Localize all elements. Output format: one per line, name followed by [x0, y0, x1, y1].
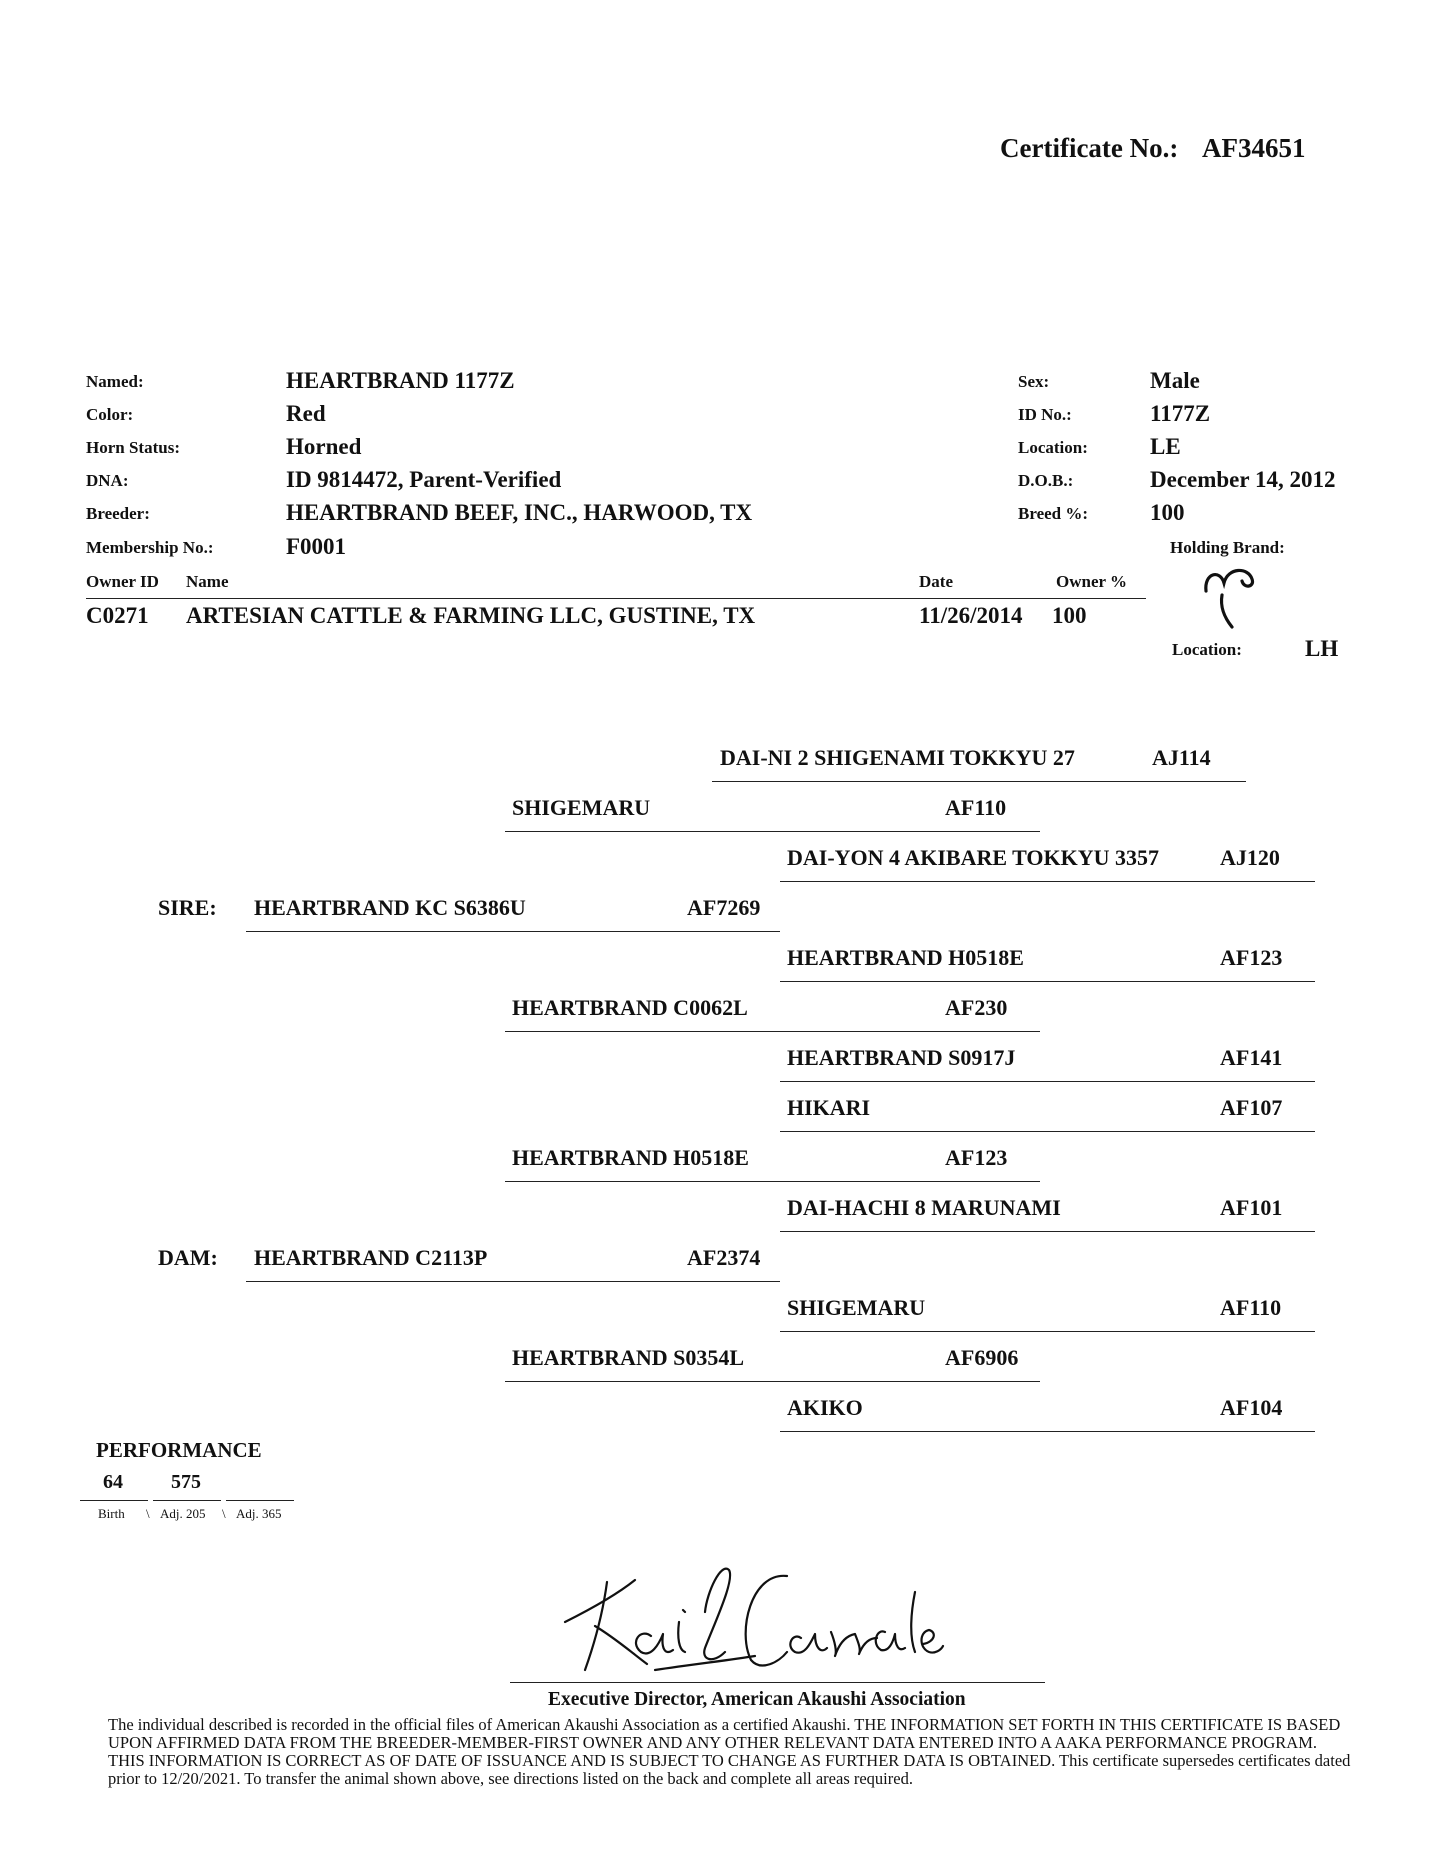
- pedigree-ss-line: [505, 831, 1040, 832]
- named-label: Named:: [86, 372, 144, 391]
- horn-status-label: Horn Status:: [86, 438, 180, 457]
- owner-pct: 100: [1052, 603, 1087, 628]
- dna-value: ID 9814472, Parent-Verified: [286, 467, 562, 492]
- pedigree-ds-line: [505, 1181, 1040, 1182]
- pedigree-sds-name: HEARTBRAND H0518E: [787, 945, 1024, 970]
- pedigree-ds-name: HEARTBRAND H0518E: [512, 1145, 749, 1170]
- pedigree-sdd-reg: AF141: [1220, 1045, 1283, 1070]
- dob-value: December 14, 2012: [1150, 467, 1336, 492]
- membership-label: Membership No.:: [86, 538, 214, 557]
- owner-name: ARTESIAN CATTLE & FARMING LLC, GUSTINE, TX: [186, 603, 756, 628]
- pedigree-dd-name: HEARTBRAND S0354L: [512, 1345, 745, 1370]
- breeder-label: Breeder:: [86, 504, 150, 523]
- pedigree-dam-name: HEARTBRAND C2113P: [254, 1245, 488, 1270]
- pedigree-ss-name: SHIGEMARU: [512, 795, 651, 820]
- performance-title: PERFORMANCE: [96, 1438, 262, 1462]
- pedigree-ss-reg: AF110: [945, 795, 1007, 820]
- pedigree-sire-name: HEARTBRAND KC S6386U: [254, 895, 526, 920]
- breed-label: Breed %:: [1018, 504, 1089, 523]
- breeder-value: HEARTBRAND BEEF, INC., HARWOOD, TX: [286, 500, 753, 525]
- pedigree-dds-name: SHIGEMARU: [787, 1295, 926, 1320]
- owner-id-header: Owner ID: [86, 572, 159, 591]
- signature-title: Executive Director, American Akaushi Association: [548, 1689, 966, 1710]
- performance-birth: 64: [103, 1471, 123, 1493]
- performance-birth-line: [80, 1500, 148, 1501]
- dna-label: DNA:: [86, 471, 129, 490]
- pedigree-dds-reg: AF110: [1220, 1295, 1282, 1320]
- owner-date: 11/26/2014: [919, 603, 1023, 628]
- id-label: ID No.:: [1018, 405, 1072, 424]
- pedigree-sss-name: DAI-NI 2 SHIGENAMI TOKKYU 27: [720, 745, 1075, 770]
- pedigree-ddd-name: AKIKO: [787, 1395, 863, 1420]
- pedigree-ddd-reg: AF104: [1220, 1395, 1283, 1420]
- pedigree-ssd-name: DAI-YON 4 AKIBARE TOKKYU 3357: [787, 845, 1160, 870]
- holding-brand-icon: [1200, 565, 1270, 633]
- pedigree-dss-reg: AF107: [1220, 1095, 1283, 1120]
- breed-value: 100: [1150, 500, 1185, 525]
- pedigree-ddd-line: [780, 1431, 1315, 1432]
- horn-status: Horned: [286, 434, 362, 459]
- brand-location: LH: [1305, 636, 1339, 661]
- location-value: LE: [1150, 434, 1181, 459]
- pedigree-sds-reg: AF123: [1220, 945, 1283, 970]
- disclaimer-text: The individual described is recorded in the official files of American Akaushi Association as a certified Akaushi. THE INFORMATION SET FORTH IN THIS CERTIFICATE IS BASED UPON AFFIRMED DATA FROM THE BREEDER-MEMBER-FIRST OWNER AND ANY OTHER RELEVANT DATA ENTERED INTO A AAKA PERFORMANCE PROGRAM. THIS INFORMATION IS CORRECT AS OF DATE OF ISSUANCE AND IS SUBJECT TO CHANGE AS FURTHER DATA IS OBTAINED. This certificate supersedes certificates dated prior to 12/20/2021. To transfer the animal shown above, see directions listed on the back and complete all areas required.: [108, 1715, 1351, 1788]
- pedigree-ssd-line: [780, 881, 1315, 882]
- performance-adj365-label: Adj. 365: [236, 1506, 282, 1521]
- sex-value: Male: [1150, 368, 1200, 393]
- pedigree-dsd-line: [780, 1231, 1315, 1232]
- pedigree-sdd-line: [780, 1081, 1315, 1082]
- pedigree-dss-name: HIKARI: [787, 1095, 871, 1120]
- pedigree-dam-reg: AF2374: [687, 1245, 761, 1270]
- pedigree-sd-name: HEARTBRAND C0062L: [512, 995, 748, 1020]
- owner-id: C0271: [86, 603, 149, 628]
- animal-color: Red: [286, 401, 326, 426]
- pedigree-dam-line: [246, 1281, 780, 1282]
- signature-line: [510, 1682, 1045, 1683]
- performance-sep2: \: [222, 1506, 226, 1521]
- dob-label: D.O.B.:: [1018, 471, 1074, 490]
- pedigree-ds-reg: AF123: [945, 1145, 1008, 1170]
- owner-name-header: Name: [186, 572, 229, 591]
- pedigree-dsd-name: DAI-HACHI 8 MARUNAMI: [787, 1195, 1061, 1220]
- location-label: Location:: [1018, 438, 1088, 457]
- performance-adj205-label: Adj. 205: [160, 1506, 206, 1521]
- pedigree-dss-line: [780, 1131, 1315, 1132]
- brand-location-label: Location:: [1172, 640, 1242, 659]
- pedigree-sdd-name: HEARTBRAND S0917J: [787, 1045, 1016, 1070]
- color-label: Color:: [86, 405, 134, 424]
- pedigree-sd-line: [505, 1031, 1040, 1032]
- owner-pct-header: Owner %: [1056, 572, 1127, 591]
- performance-adj365-line: [226, 1500, 294, 1501]
- pedigree-dd-reg: AF6906: [945, 1345, 1019, 1370]
- performance-sep1: \: [146, 1506, 150, 1521]
- sex-label: Sex:: [1018, 372, 1050, 391]
- certificate-number: AF34651: [1202, 133, 1306, 163]
- pedigree-sd-reg: AF230: [945, 995, 1008, 1020]
- owner-date-header: Date: [919, 572, 953, 591]
- holding-brand-label: Holding Brand:: [1170, 538, 1285, 557]
- animal-name: HEARTBRAND 1177Z: [286, 368, 515, 393]
- pedigree-sss-reg: AJ114: [1152, 745, 1211, 770]
- pedigree-dd-line: [505, 1381, 1040, 1382]
- performance-adj205: 575: [171, 1471, 201, 1493]
- sire-label: SIRE:: [158, 895, 217, 920]
- dam-label: DAM:: [158, 1245, 218, 1270]
- performance-adj205-line: [153, 1500, 221, 1501]
- id-value: 1177Z: [1150, 401, 1211, 426]
- pedigree-dsd-reg: AF101: [1220, 1195, 1283, 1220]
- certificate-number-label: Certificate No.:: [1000, 133, 1179, 163]
- membership-value: F0001: [286, 534, 347, 559]
- pedigree-sds-line: [780, 981, 1315, 982]
- owner-table-rule: [86, 598, 1146, 599]
- pedigree-ssd-reg: AJ120: [1220, 845, 1280, 870]
- pedigree-dds-line: [780, 1331, 1315, 1332]
- pedigree-sss-line: [712, 781, 1246, 782]
- performance-birth-label: Birth: [98, 1506, 125, 1521]
- pedigree-sire-line: [246, 931, 780, 932]
- pedigree-sire-reg: AF7269: [687, 895, 761, 920]
- signature-image: [555, 1552, 945, 1682]
